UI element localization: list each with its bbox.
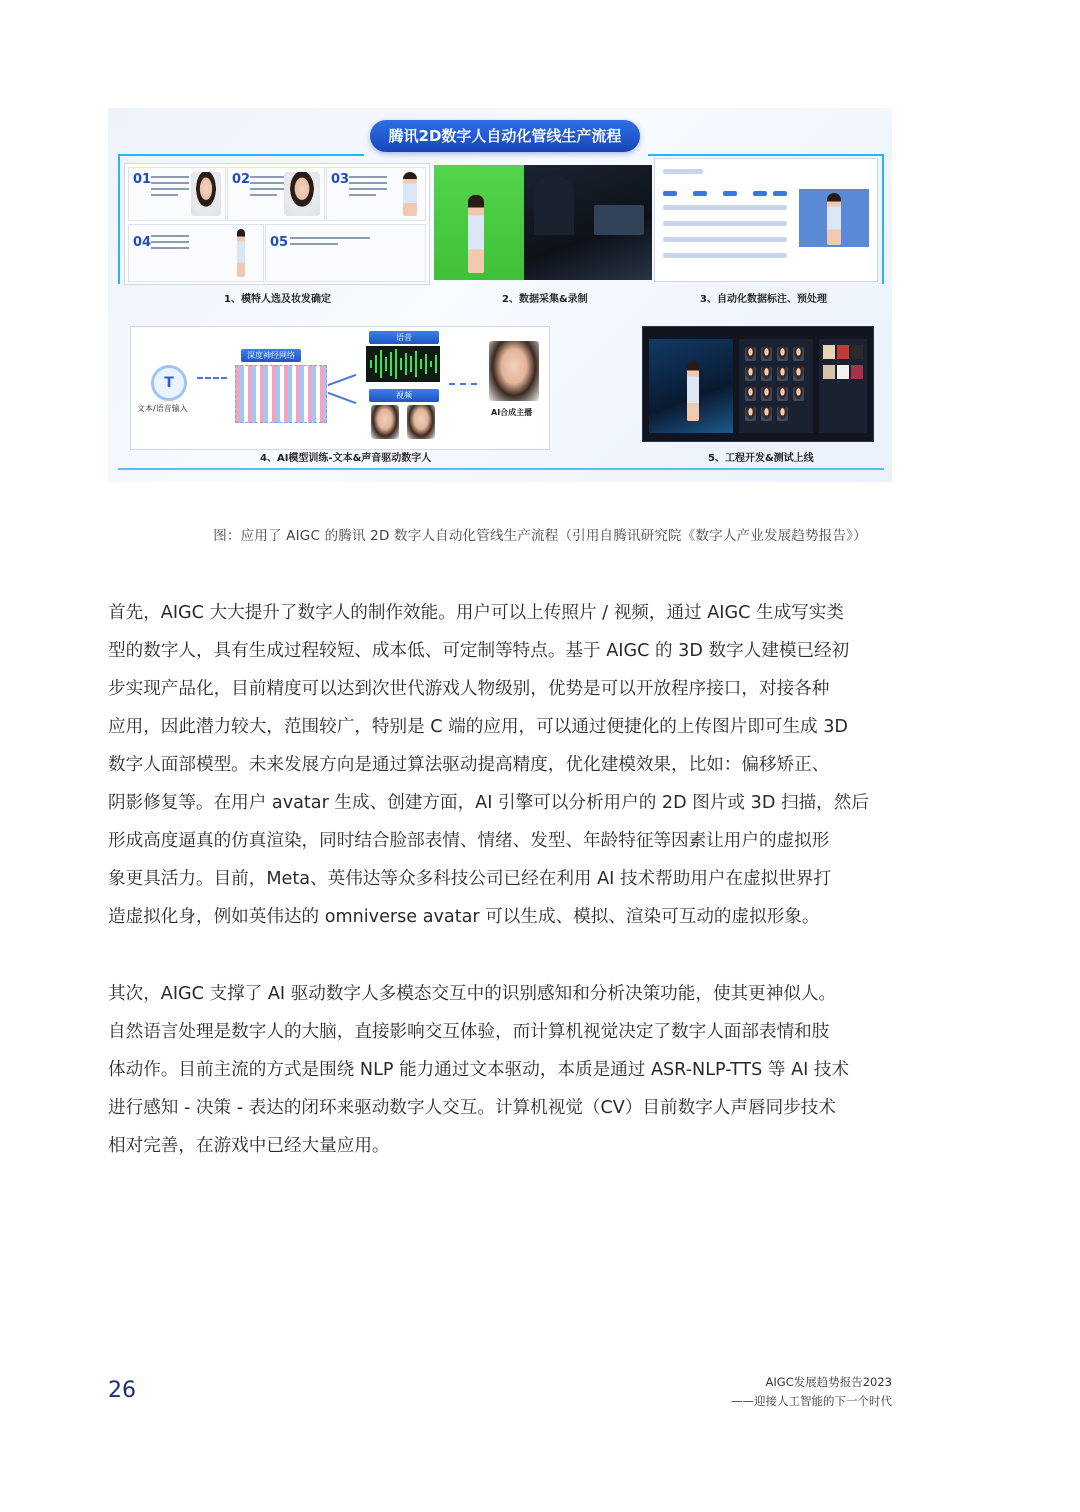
outfit-swatch <box>851 345 863 359</box>
ui-row <box>663 205 787 210</box>
paragraph-line: 应用，因此潜力较大，范围较广，特别是 C 端的应用，可以通过便捷化的上传图片即可生成 3D <box>108 717 848 737</box>
step-number-04: 04 <box>133 235 152 250</box>
paragraph-line: 造虚拟化身，例如英伟达的 omniverse avatar 可以生成、模拟、渲染可互动的虚拟形象。 <box>108 907 820 927</box>
step-3-caption: 3、自动化数据标注、预处理 <box>700 294 827 305</box>
audio-label: 语音 <box>369 331 439 344</box>
avatar-thumbnail <box>793 367 804 381</box>
paragraph-line: 数字人面部模型。未来发展方向是通过算法驱动提高精度，优化建模效果，比如：偏移矫正、 <box>108 755 830 775</box>
frame-line-bottom <box>118 468 884 470</box>
virtual-studio-preview <box>649 339 733 433</box>
paragraph-line: 步实现产品化，目前精度可以达到次世代游戏人物级别，优势是可以开放程序接口，对接各种 <box>108 679 830 699</box>
report-footer <box>731 1373 892 1411</box>
video-frame-face <box>371 405 399 439</box>
green-screen-photo <box>434 165 524 280</box>
paragraph-line: 相对完善，在游戏中已经大量应用。 <box>108 1136 390 1156</box>
avatar-thumbnail <box>777 347 788 361</box>
avatar-thumbnail <box>761 407 772 421</box>
deep-net-label: 深度神经网络 <box>241 349 301 362</box>
model-on-greenscreen <box>468 195 484 273</box>
step-text-lines <box>290 237 370 249</box>
paragraph-line: 形成高度逼真的仿真渲染，同时结合脸部表情、情绪、发型、年龄特征等因素让用户的虚拟形 <box>108 831 830 851</box>
step-text-lines <box>151 235 189 253</box>
paragraph-line: 自然语言处理是数字人的大脑，直接影响交互体验，而计算机视觉决定了数字人面部表情和肢 <box>108 1022 830 1042</box>
step-number-05: 05 <box>270 235 289 250</box>
outfit-swatch <box>823 345 835 359</box>
avatar-thumbnail <box>745 367 756 381</box>
flow-arrow <box>328 374 357 386</box>
avatar-grid <box>739 339 813 433</box>
model-full-body <box>403 172 417 216</box>
avatar-thumbnail <box>777 387 788 401</box>
step-box-05 <box>265 224 426 282</box>
avatar-thumbnail <box>745 387 756 401</box>
paragraph-line: 型的数字人，具有生成过程较短、成本低、可定制等特点。基于 AIGC 的 3D 数字人建模已经初 <box>108 641 850 661</box>
ui-row <box>663 221 787 226</box>
step-box-01 <box>128 167 226 221</box>
step-number-02: 02 <box>232 172 251 187</box>
flow-arrow <box>197 377 227 379</box>
neural-network-graphic <box>235 365 327 423</box>
panel-model-selection <box>124 163 430 285</box>
figure-title: 腾讯2D数字人自动化管线生产流程 <box>370 120 640 152</box>
text-input-label: 文本/语音输入 <box>137 404 188 413</box>
paragraph-line: 体动作。目前主流的方式是围绕 NLP 能力通过文本驱动，本质是通过 ASR-NLP-TTS 等 AI 技术 <box>108 1060 850 1080</box>
flow-arrow <box>449 383 477 385</box>
outfit-swatch <box>851 365 863 379</box>
avatar-thumbnail <box>777 367 788 381</box>
page-number: 26 <box>108 1378 136 1403</box>
footer-report-title: AIGC发展趋势报告2023 <box>765 1375 892 1389</box>
wardrobe-grid <box>819 339 867 433</box>
step-2-caption: 2、数据采集&录制 <box>502 294 588 305</box>
paragraph-line: 象更具活力。目前，Meta、英伟达等众多科技公司已经在利用 AI 技术帮助用户在虚拟世界打 <box>108 869 832 889</box>
step-4-caption: 4、AI模型训练-文本&声音驱动数字人 <box>260 453 432 464</box>
avatar-thumbnail <box>777 407 788 421</box>
paragraph-2 <box>108 975 928 1165</box>
preview-model <box>827 193 841 245</box>
model-face-photo <box>284 172 320 216</box>
step-1-caption: 1、模特人选及妆发确定 <box>224 294 331 305</box>
paragraph-line: 首先，AIGC 大大提升了数字人的制作效能。用户可以上传照片 / 视频，通过 AIGC 生成写实类 <box>108 603 844 623</box>
paragraph-line: 其次，AIGC 支撑了 AI 驱动数字人多模态交互中的识别感知和分析决策功能，使其更神似人。 <box>108 984 837 1004</box>
figure-caption: 图：应用了 AIGC 的腾讯 2D 数字人自动化管线生产流程（引用自腾讯研究院《数字人产业发展趋势报告》） <box>213 528 867 544</box>
paragraph-line: 阴影修复等。在用户 avatar 生成、创建方面，AI 引擎可以分析用户的 2D 图片或 3D 扫描，然后 <box>108 793 869 813</box>
avatar-thumbnail <box>761 347 772 361</box>
step-box-03 <box>326 167 426 221</box>
pipeline-figure <box>108 108 892 482</box>
paragraph-line: 进行感知 - 决策 - 表达的闭环来驱动数字人交互。计算机视觉（CV）目前数字人声唇同步技术 <box>108 1098 836 1118</box>
paragraph-1 <box>108 594 928 936</box>
anchor-figure <box>687 361 699 421</box>
avatar-thumbnail <box>745 407 756 421</box>
step-text-lines <box>250 176 288 200</box>
footer-report-subtitle: ——迎接人工智能的下一个时代 <box>731 1394 892 1408</box>
video-frame-face <box>407 405 435 439</box>
avatar-thumbnail <box>761 387 772 401</box>
ui-chip <box>753 191 767 196</box>
ui-row <box>663 169 703 174</box>
deployment-app-screenshot <box>642 326 874 442</box>
ui-chip <box>723 191 737 196</box>
preview-backdrop <box>799 189 869 247</box>
monitor-screen <box>594 205 644 235</box>
ui-chip <box>773 191 787 196</box>
avatar-thumbnail <box>793 347 804 361</box>
ai-anchor-label: AI合成主播 <box>491 408 533 417</box>
step-number-03: 03 <box>331 172 350 187</box>
video-label: 视频 <box>369 389 439 402</box>
model-face-photo <box>191 172 221 216</box>
ui-row <box>663 253 787 258</box>
ai-training-panel <box>130 326 550 450</box>
text-input-icon: T <box>151 365 187 401</box>
frame-line-right <box>882 154 884 284</box>
audio-waveform <box>366 346 440 382</box>
pose-figure <box>237 229 245 277</box>
frame-line-top <box>118 154 364 156</box>
avatar-thumbnail <box>793 387 804 401</box>
flow-arrow <box>328 392 357 404</box>
ai-anchor-face <box>489 341 539 401</box>
operator-silhouette <box>534 175 574 235</box>
step-number-01: 01 <box>133 172 152 187</box>
avatar-thumbnail <box>761 367 772 381</box>
frame-line-left <box>118 154 120 284</box>
frame-line-top-right <box>648 154 884 156</box>
step-text-lines <box>151 176 189 200</box>
ui-chip <box>663 191 677 196</box>
outfit-swatch <box>837 365 849 379</box>
step-text-lines <box>349 176 387 200</box>
step-5-caption: 5、工程开发&测试上线 <box>708 453 814 464</box>
outfit-swatch <box>837 345 849 359</box>
step-box-02 <box>227 167 325 221</box>
ui-row <box>663 237 787 242</box>
avatar-thumbnail <box>745 347 756 361</box>
outfit-swatch <box>823 365 835 379</box>
step-box-04 <box>128 224 264 282</box>
recording-studio-photo <box>524 165 652 280</box>
ui-chip <box>693 191 707 196</box>
annotation-ui-screenshot <box>654 158 878 282</box>
